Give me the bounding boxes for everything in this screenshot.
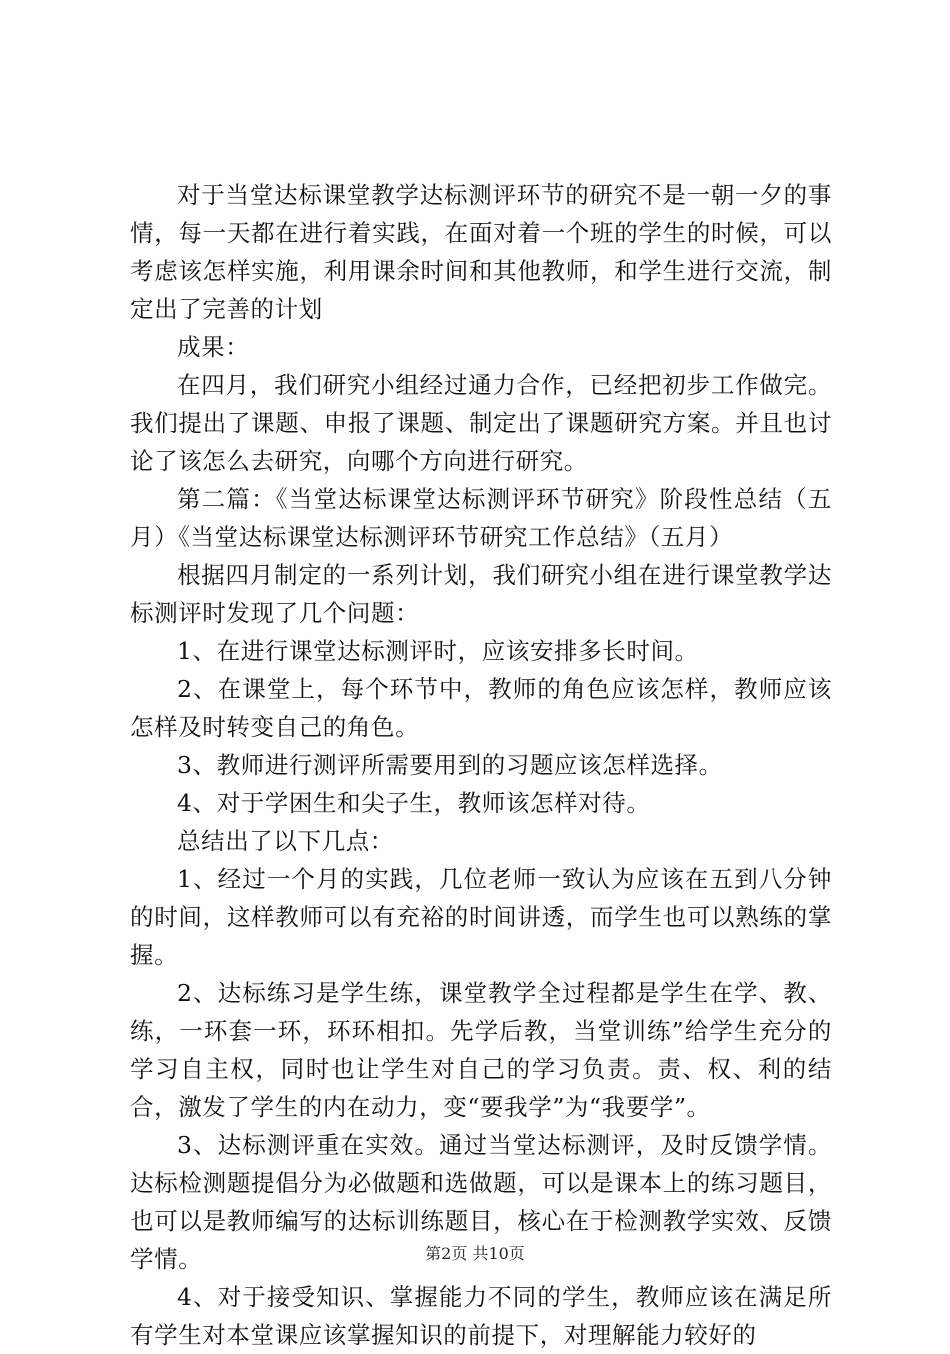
paragraph-11: 1、经过一个月的实践，几位老师一致认为应该在五到八分钟的时间，这样教师可以有充裕的时间讲透，而学生也可以熟练的掌握。 [130, 865, 832, 969]
paragraph-10: 总结出了以下几点： [177, 827, 394, 855]
paragraph-13: 3、达标测评重在实效。通过当堂达标测评，及时反馈学情。达标检测题提倡分为必做题和选做题，可以是课本上的练习题目，也可以是教师编写的达标训练题目，核心在于检测教学实效、反馈学情。 [130, 1131, 832, 1273]
paragraph-5: 根据四月制定的一系列计划，我们研究小组在进行课堂教学达标测评时发现了几个问题： [130, 561, 832, 627]
paragraph-8: 3、教师进行测评所需要用到的习题应该怎样选择。 [177, 751, 723, 779]
page-number-footer: 第2页 共10页 [425, 1244, 525, 1263]
paragraph-4: 第二篇：《当堂达标课堂达标测评环节研究》阶段性总结（五月）《当堂达标课堂达标测评环节研究工作总结》（五月） [130, 485, 832, 551]
paragraph-7: 2、在课堂上，每个环节中，教师的角色应该怎样，教师应该怎样及时转变自己的角色。 [130, 675, 832, 741]
document-body [130, 176, 832, 1354]
paragraph-2: 成果： [177, 333, 250, 361]
paragraph-14: 4、对于接受知识、掌握能力不同的学生，教师应该在满足所有学生对本堂课应该掌握知识的前提下，对理解能力较好的 [130, 1283, 832, 1349]
paragraph-1: 对于当堂达标课堂教学达标测评环节的研究不是一朝一夕的事情，每一天都在进行着实践，在面对着一个班的学生的时候，可以考虑该怎样实施，利用课余时间和其他教师，和学生进行交流，制定出了完善的计划 [130, 181, 832, 323]
paragraph-6: 1、在进行课堂达标测评时，应该安排多长时间。 [177, 637, 699, 665]
paragraph-3: 在四月，我们研究小组经过通力合作，已经把初步工作做完。我们提出了课题、申报了课题、制定出了课题研究方案。并且也讨论了该怎么去研究，向哪个方向进行研究。 [130, 371, 832, 475]
paragraph-9: 4、对于学困生和尖子生，教师该怎样对待。 [177, 789, 651, 817]
paragraph-12: 2、达标练习是学生练，课堂教学全过程都是学生在学、教、练，一环套一环，环环相扣。先学后教，当堂训练”给学生充分的学习自主权，同时也让学生对自己的学习负责。责、权、利的结合，激发了学生的内在动力，变“要我学”为“我要学”。 [130, 979, 832, 1121]
